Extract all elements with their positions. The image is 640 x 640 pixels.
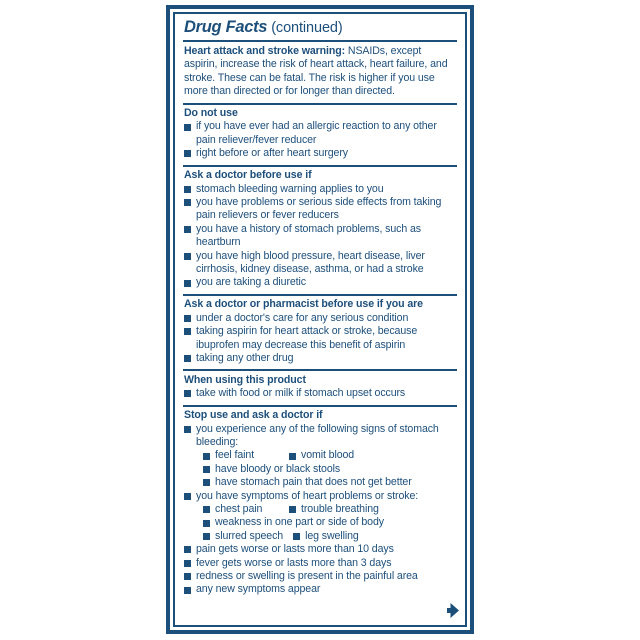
section-warning-paragraph xyxy=(184,45,457,99)
bullet-icon xyxy=(203,533,210,540)
bullet-icon xyxy=(203,506,210,513)
bullet-icon xyxy=(184,573,191,580)
bullet-item xyxy=(184,120,457,147)
bullet-item xyxy=(184,325,457,352)
bullet-item xyxy=(203,449,289,462)
bullet-icon xyxy=(184,199,191,206)
label-section xyxy=(183,405,457,601)
bullet-icon xyxy=(289,453,296,460)
bullet-item xyxy=(184,543,457,556)
bullet-text: redness or swelling is present in the painful area xyxy=(196,570,418,583)
bullet-text: you have problems or serious side effects from taking pain relievers or fever reducers xyxy=(196,195,442,222)
bullet-text: if you have ever had an allergic reaction to any other pain reliever/fever reducer xyxy=(196,120,437,146)
bullet-text: chest pain xyxy=(215,503,263,515)
bullet-text: right before or after heart surgery xyxy=(196,147,348,160)
warning-lead-bold: Heart attack and stroke warning: xyxy=(184,44,346,57)
bullet-item xyxy=(184,423,457,450)
bullet-item xyxy=(184,196,457,223)
bullet-icon xyxy=(203,466,210,473)
bullet-icon xyxy=(184,226,191,233)
bullet-icon xyxy=(184,186,191,193)
bullet-text: have bloody or black stools xyxy=(215,462,341,475)
warning-lead-text: NSAIDs, except aspirin, increase the risk of heart attack, heart failure, and stroke. These can be fatal. The risk is higher if you use more than directed or for longer than directed. xyxy=(184,44,448,98)
bullet-text: under a doctor's care for any serious condition xyxy=(196,311,409,324)
bullet-item xyxy=(203,463,457,476)
bullet-text: weakness in one part or side of body xyxy=(215,516,384,529)
bullet-icon xyxy=(184,560,191,567)
bullet-item xyxy=(184,490,457,503)
bullet-pair-row xyxy=(203,449,457,462)
bullet-item xyxy=(203,503,289,516)
bullet-icon xyxy=(293,533,300,540)
bullet-item xyxy=(184,557,457,570)
bullet-icon xyxy=(184,150,191,157)
bullet-pair-row xyxy=(203,503,457,516)
bullet-item xyxy=(289,449,354,462)
drug-facts-label xyxy=(166,5,474,634)
bullet-text: have stomach pain that does not get better xyxy=(215,476,412,489)
label-section xyxy=(183,103,457,165)
bullet-icon xyxy=(184,355,191,362)
bullet-item xyxy=(184,352,457,365)
bullet-item xyxy=(184,250,457,277)
bullet-icon xyxy=(184,426,191,433)
bullet-pair-row xyxy=(203,530,457,543)
bullet-item xyxy=(293,530,359,543)
bullet-item xyxy=(203,516,457,529)
bullet-text: fever gets worse or lasts more than 3 days xyxy=(196,556,392,569)
bullet-text: take with food or milk if stomach upset occurs xyxy=(196,387,406,400)
label-section xyxy=(183,369,457,404)
bullet-icon xyxy=(184,315,191,322)
bullet-item xyxy=(203,530,293,543)
section-heading: When using this product xyxy=(184,373,306,386)
bullet-item xyxy=(184,583,457,596)
bullet-text: you have a history of stomach problems, such as heartburn xyxy=(196,222,421,249)
bullet-text: taking aspirin for heart attack or stroke, because ibuprofen may decrease this benefit of aspirin xyxy=(196,325,418,351)
bullet-item xyxy=(184,147,457,160)
bullet-item xyxy=(184,387,457,400)
bullet-item xyxy=(184,276,457,289)
section-heading: Do not use xyxy=(184,107,238,120)
bullet-icon xyxy=(203,520,210,527)
continuation-arrow-icon xyxy=(447,602,459,619)
label-section xyxy=(183,294,457,370)
bullet-icon xyxy=(184,493,191,500)
sections xyxy=(183,40,457,600)
bullet-icon xyxy=(184,253,191,260)
bullet-text: leg swelling xyxy=(305,529,359,542)
bullet-text: stomach bleeding warning applies to you xyxy=(196,182,384,195)
bullet-item xyxy=(203,476,457,489)
bullet-text: you have symptoms of heart problems or stroke: xyxy=(196,489,419,502)
bullet-icon xyxy=(203,453,210,460)
bullet-text: you are taking a diuretic xyxy=(196,276,306,289)
drug-facts-inner-frame xyxy=(173,12,467,627)
bullet-item xyxy=(289,503,379,516)
label-section xyxy=(183,40,457,102)
section-heading: Stop use and ask a doctor if xyxy=(184,409,323,422)
bullet-text: slurred speech xyxy=(215,529,284,542)
bullet-icon xyxy=(184,280,191,287)
bullet-text: taking any other drug xyxy=(196,351,294,364)
section-heading: Ask a doctor or pharmacist before use if you are xyxy=(184,298,423,311)
bullet-item xyxy=(184,223,457,250)
bullet-icon xyxy=(289,506,296,513)
bullet-text: trouble breathing xyxy=(301,503,379,515)
drug-facts-brand: Drug Facts xyxy=(184,18,268,36)
bullet-item xyxy=(184,570,457,583)
bullet-item xyxy=(184,312,457,325)
drug-facts-title xyxy=(183,18,457,40)
bullet-text: pain gets worse or lasts more than 10 days xyxy=(196,543,394,556)
bullet-text: you have high blood pressure, heart disease, liver cirrhosis, kidney disease, asthma, or had a stroke xyxy=(196,249,425,275)
section-heading: Ask a doctor before use if xyxy=(184,169,312,182)
drug-facts-continued: (continued) xyxy=(271,20,343,36)
bullet-icon xyxy=(184,587,191,594)
bullet-icon xyxy=(184,390,191,397)
label-section xyxy=(183,165,457,294)
bullet-text: you experience any of the following signs of stomach bleeding: xyxy=(196,422,439,448)
bullet-text: vomit blood xyxy=(301,449,355,462)
bullet-icon xyxy=(184,328,191,335)
bullet-text: feel faint xyxy=(215,449,255,462)
bullet-icon xyxy=(184,546,191,553)
bullet-icon xyxy=(203,479,210,486)
bullet-icon xyxy=(184,124,191,131)
bullet-item xyxy=(184,183,457,196)
bullet-text: any new symptoms appear xyxy=(196,583,321,596)
